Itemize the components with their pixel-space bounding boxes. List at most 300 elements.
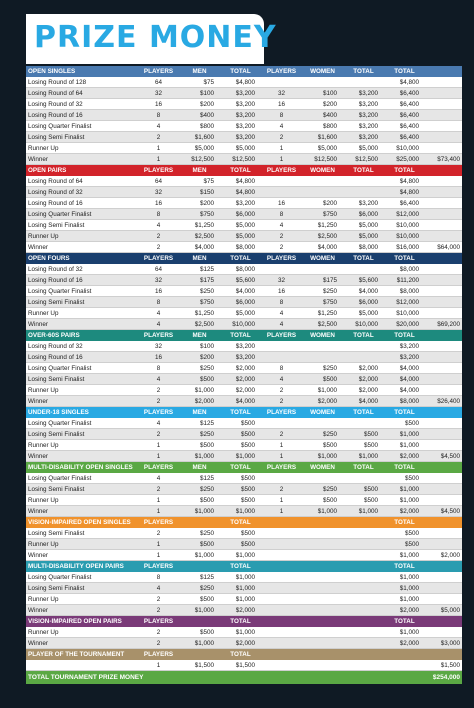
section-header [26, 253, 462, 264]
column-header: TOTAL [394, 563, 415, 570]
row-label: Losing Semi Finalist [28, 221, 85, 229]
table-cell: $8,000 [399, 287, 419, 295]
table-cell: 1 [279, 441, 284, 449]
table-cell: 4 [279, 309, 284, 317]
table-cell: $75 [203, 78, 214, 86]
table-cell: $3,000 [440, 639, 460, 647]
table-cell: $3,200 [235, 100, 255, 108]
table-cell: $1,250 [317, 309, 337, 317]
table-cell: $5,000 [235, 144, 255, 152]
table-cell: 2 [279, 386, 284, 394]
table-cell: $2,000 [358, 364, 378, 372]
table-cell: 32 [154, 188, 162, 196]
section-header [26, 66, 462, 77]
table-cell: $10,000 [396, 221, 419, 229]
table-cell: $125 [199, 474, 214, 482]
row-label: Losing Round of 32 [28, 342, 83, 350]
section-title: OVER-60S PAIRS [28, 332, 80, 339]
table-cell: $8,000 [235, 243, 255, 251]
table-cell: 4 [156, 221, 161, 229]
table-cell: 32 [154, 276, 162, 284]
table-cell: $1,000 [194, 452, 214, 460]
row-label: Winner [28, 320, 48, 328]
column-header: MEN [192, 255, 207, 262]
table-cell: 2 [279, 243, 284, 251]
table-cell: $1,000 [399, 551, 419, 559]
column-header: PLAYERS [143, 563, 174, 570]
table-cell: $4,800 [235, 188, 255, 196]
table-cell: $500 [363, 485, 378, 493]
column-header: PLAYERS [266, 255, 297, 262]
table-cell: $1,000 [235, 595, 255, 603]
table-cell: $4,000 [399, 375, 419, 383]
table-cell: 1 [156, 452, 161, 460]
table-cell: 1 [279, 155, 284, 163]
table-row [26, 451, 462, 462]
column-header: PLAYERS [143, 464, 174, 471]
table-cell: $5,000 [440, 606, 460, 614]
table-cell: $500 [240, 441, 255, 449]
table-cell: $26,400 [437, 397, 460, 405]
table-row [26, 539, 462, 550]
table-cell: 8 [156, 573, 161, 581]
table-cell: $100 [199, 89, 214, 97]
table-cell: $6,400 [399, 199, 419, 207]
column-header: PLAYERS [266, 464, 297, 471]
table-cell: 4 [156, 419, 161, 427]
table-cell: $1,000 [399, 496, 419, 504]
table-cell: $6,400 [399, 122, 419, 130]
column-header: TOTAL [394, 464, 415, 471]
section-5 [26, 462, 462, 517]
column-header: WOMEN [310, 332, 335, 339]
table-row [26, 110, 462, 121]
table-cell: $500 [322, 375, 337, 383]
table-cell: $3,200 [358, 122, 378, 130]
table-row [26, 385, 462, 396]
table-cell: $20,000 [396, 320, 419, 328]
table-cell: $250 [199, 430, 214, 438]
table-cell: 16 [154, 100, 162, 108]
section-4 [26, 407, 462, 462]
table-cell: 2 [279, 232, 284, 240]
table-cell: 4 [156, 474, 161, 482]
table-cell: $4,000 [399, 364, 419, 372]
table-cell: 16 [154, 199, 162, 207]
table-cell: $5,000 [235, 232, 255, 240]
section-header [26, 649, 462, 660]
section-header [26, 407, 462, 418]
table-cell: $10,000 [232, 320, 255, 328]
table-row [26, 176, 462, 187]
table-cell: $500 [240, 430, 255, 438]
row-label: Winner [28, 155, 48, 163]
table-cell: 4 [156, 375, 161, 383]
table-cell: $12,500 [355, 155, 378, 163]
table-cell: 16 [277, 287, 285, 295]
table-cell: $1,000 [317, 386, 337, 394]
table-cell: $3,200 [235, 342, 255, 350]
table-cell: $12,000 [396, 298, 419, 306]
table-cell: $6,400 [399, 100, 419, 108]
column-header: PLAYERS [266, 409, 297, 416]
table-cell: 4 [156, 309, 161, 317]
table-cell: $5,000 [358, 232, 378, 240]
section-9 [26, 649, 462, 671]
table-row [26, 143, 462, 154]
table-cell: $1,000 [317, 452, 337, 460]
table-cell: $12,000 [396, 210, 419, 218]
column-header: PLAYERS [266, 332, 297, 339]
table-cell: 32 [154, 342, 162, 350]
table-cell: $5,000 [317, 144, 337, 152]
prize-table [26, 66, 462, 684]
column-header: PLAYERS [143, 332, 174, 339]
table-cell: $3,200 [358, 89, 378, 97]
column-header: TOTAL [230, 563, 251, 570]
column-header: PLAYERS [143, 618, 174, 625]
table-cell: 1 [279, 496, 284, 504]
table-cell: $1,250 [317, 221, 337, 229]
column-header: TOTAL [230, 68, 251, 75]
table-cell: $200 [199, 100, 214, 108]
table-cell: 8 [279, 210, 284, 218]
section-header [26, 462, 462, 473]
table-cell: 2 [156, 628, 161, 636]
table-cell: $6,400 [399, 89, 419, 97]
table-cell: $500 [199, 595, 214, 603]
table-cell: 1 [156, 441, 161, 449]
row-label: Losing Round of 16 [28, 199, 83, 207]
row-label: Losing Quarter Finalist [28, 419, 92, 427]
section-title: OPEN SINGLES [28, 68, 76, 75]
section-3 [26, 330, 462, 407]
table-row [26, 220, 462, 231]
table-cell: $75 [203, 177, 214, 185]
table-cell: 1 [156, 144, 161, 152]
column-header: TOTAL [230, 464, 251, 471]
table-cell: 1 [156, 661, 161, 669]
column-header: TOTAL [353, 255, 374, 262]
table-cell: $500 [363, 441, 378, 449]
table-row [26, 319, 462, 330]
table-row [26, 550, 462, 561]
row-label: Losing Round of 32 [28, 265, 83, 273]
table-cell: $500 [240, 529, 255, 537]
table-cell: $4,500 [440, 507, 460, 515]
table-cell: $750 [322, 210, 337, 218]
table-cell: $1,000 [235, 628, 255, 636]
row-label: Losing Quarter Finalist [28, 364, 92, 372]
table-cell: $250 [322, 364, 337, 372]
column-header: TOTAL [353, 409, 374, 416]
table-cell: $750 [199, 298, 214, 306]
table-cell: $1,000 [194, 551, 214, 559]
table-cell: 2 [156, 529, 161, 537]
table-cell: $4,000 [358, 397, 378, 405]
column-header: PLAYERS [143, 409, 174, 416]
table-row [26, 660, 462, 671]
table-row [26, 132, 462, 143]
table-cell: $2,000 [235, 606, 255, 614]
row-label: Winner [28, 507, 48, 515]
section-title: MULTI-DISABILITY OPEN SINGLES [28, 464, 133, 471]
section-title: PLAYER OF THE TOURNAMENT [28, 651, 125, 658]
table-cell: $4,800 [399, 177, 419, 185]
table-cell: $250 [199, 584, 214, 592]
table-row [26, 286, 462, 297]
table-cell: $3,200 [235, 111, 255, 119]
table-cell: $2,500 [194, 320, 214, 328]
table-cell: $2,000 [399, 606, 419, 614]
table-cell: $2,000 [399, 507, 419, 515]
row-label: Losing Round of 16 [28, 111, 83, 119]
table-cell: $8,000 [399, 265, 419, 273]
table-cell: $500 [404, 540, 419, 548]
table-cell: $5,000 [358, 221, 378, 229]
table-cell: $1,000 [235, 573, 255, 581]
table-cell: $3,200 [235, 122, 255, 130]
section-7 [26, 561, 462, 616]
table-cell: $1,000 [235, 452, 255, 460]
table-row [26, 627, 462, 638]
table-cell: $1,000 [399, 430, 419, 438]
table-cell: $1,000 [317, 507, 337, 515]
section-header [26, 616, 462, 627]
table-cell: 2 [156, 133, 161, 141]
table-cell: $25,000 [396, 155, 419, 163]
table-cell: $750 [322, 298, 337, 306]
table-row [26, 242, 462, 253]
table-row [26, 363, 462, 374]
table-cell: $100 [322, 89, 337, 97]
section-title: OPEN FOURS [28, 255, 70, 262]
table-cell: $4,000 [399, 386, 419, 394]
table-cell: $2,000 [358, 375, 378, 383]
table-cell: 8 [156, 111, 161, 119]
column-header: PLAYERS [143, 255, 174, 262]
column-header: TOTAL [394, 519, 415, 526]
table-cell: 1 [156, 551, 161, 559]
table-cell: $73,400 [437, 155, 460, 163]
table-cell: $2,500 [194, 232, 214, 240]
table-cell: $5,600 [235, 276, 255, 284]
row-label: Winner [28, 551, 48, 559]
table-cell: $2,000 [235, 364, 255, 372]
table-cell: $3,200 [235, 133, 255, 141]
table-cell: $500 [240, 474, 255, 482]
row-label: Winner [28, 606, 48, 614]
table-cell: 2 [156, 639, 161, 647]
table-cell: $1,000 [399, 441, 419, 449]
column-header: TOTAL [353, 68, 374, 75]
table-cell: $3,200 [358, 100, 378, 108]
table-cell: $1,000 [399, 485, 419, 493]
column-header: WOMEN [310, 68, 335, 75]
table-cell: 64 [154, 177, 162, 185]
table-cell: $1,000 [235, 584, 255, 592]
row-label: Losing Semi Finalist [28, 133, 85, 141]
table-cell: $10,000 [396, 232, 419, 240]
table-cell: $12,500 [232, 155, 255, 163]
row-label: Runner Up [28, 496, 59, 504]
table-cell: $2,000 [440, 551, 460, 559]
column-header: TOTAL [353, 464, 374, 471]
table-cell: $10,000 [396, 144, 419, 152]
table-cell: $1,600 [317, 133, 337, 141]
table-cell: 2 [279, 485, 284, 493]
table-cell: $4,000 [194, 243, 214, 251]
table-row [26, 495, 462, 506]
table-row [26, 528, 462, 539]
table-cell: $3,200 [358, 199, 378, 207]
table-cell: $1,600 [194, 133, 214, 141]
table-cell: $500 [199, 540, 214, 548]
table-cell: $125 [199, 265, 214, 273]
table-cell: $12,500 [314, 155, 337, 163]
table-row [26, 209, 462, 220]
table-cell: $1,000 [194, 606, 214, 614]
row-label: Losing Semi Finalist [28, 375, 85, 383]
table-cell: $500 [199, 496, 214, 504]
table-cell: $750 [199, 210, 214, 218]
column-header: PLAYERS [143, 519, 174, 526]
table-cell: $500 [404, 474, 419, 482]
column-header: TOTAL [394, 255, 415, 262]
column-header: TOTAL [230, 651, 251, 658]
table-cell: $3,200 [235, 89, 255, 97]
column-header: MEN [192, 68, 207, 75]
table-cell: $5,000 [358, 144, 378, 152]
table-cell: $1,000 [235, 551, 255, 559]
table-cell: $2,000 [235, 639, 255, 647]
table-cell: 2 [156, 243, 161, 251]
row-label: Losing Semi Finalist [28, 529, 85, 537]
table-cell: $1,250 [194, 309, 214, 317]
table-cell: $500 [363, 430, 378, 438]
table-cell: $5,000 [235, 221, 255, 229]
table-cell: 8 [279, 364, 284, 372]
table-cell: $3,200 [399, 353, 419, 361]
table-cell: $500 [363, 496, 378, 504]
table-row [26, 594, 462, 605]
table-cell: $3,200 [235, 199, 255, 207]
column-header: PLAYERS [266, 68, 297, 75]
table-cell: $400 [322, 111, 337, 119]
table-cell: $250 [199, 287, 214, 295]
table-cell: $10,000 [396, 309, 419, 317]
table-row [26, 440, 462, 451]
table-cell: $5,000 [358, 309, 378, 317]
table-cell: $1,250 [194, 221, 214, 229]
table-cell: $125 [199, 573, 214, 581]
row-label: Winner [28, 397, 48, 405]
column-header: WOMEN [310, 255, 335, 262]
table-row [26, 374, 462, 385]
column-header: TOTAL [394, 618, 415, 625]
table-cell: 32 [277, 89, 285, 97]
column-header: PLAYERS [143, 651, 174, 658]
table-cell: $200 [199, 353, 214, 361]
section-header [26, 517, 462, 528]
table-cell: $4,800 [399, 78, 419, 86]
table-row [26, 583, 462, 594]
table-cell: $500 [199, 375, 214, 383]
table-cell: 4 [156, 122, 161, 130]
table-row [26, 297, 462, 308]
table-cell: $8,000 [235, 265, 255, 273]
table-cell: $2,000 [235, 375, 255, 383]
table-cell: $8,000 [399, 397, 419, 405]
table-row [26, 572, 462, 583]
table-cell: $6,000 [235, 210, 255, 218]
row-label: Losing Semi Finalist [28, 298, 85, 306]
table-cell: 2 [156, 606, 161, 614]
table-cell: $6,400 [399, 133, 419, 141]
table-cell: 2 [156, 386, 161, 394]
table-cell: 4 [156, 320, 161, 328]
table-row [26, 275, 462, 286]
grand-total-row [26, 671, 462, 684]
row-label: Losing Quarter Finalist [28, 474, 92, 482]
section-title: MULTI-DISABILITY OPEN PAIRS [28, 563, 124, 570]
row-label: Runner Up [28, 232, 59, 240]
table-cell: $5,000 [194, 144, 214, 152]
column-header: PLAYERS [266, 167, 297, 174]
table-cell: $1,000 [399, 573, 419, 581]
table-cell: $6,000 [358, 210, 378, 218]
table-cell: $4,000 [317, 243, 337, 251]
table-cell: $1,000 [358, 452, 378, 460]
table-cell: 4 [279, 122, 284, 130]
table-cell: $1,500 [235, 661, 255, 669]
row-label: Runner Up [28, 144, 59, 152]
column-header: TOTAL [394, 68, 415, 75]
table-row [26, 187, 462, 198]
column-header: TOTAL [394, 409, 415, 416]
table-row [26, 88, 462, 99]
row-label: Losing Round of 16 [28, 276, 83, 284]
table-cell: 16 [154, 287, 162, 295]
table-cell: $1,000 [399, 628, 419, 636]
table-cell: $500 [404, 419, 419, 427]
table-cell: $200 [322, 199, 337, 207]
page-title: PRIZE MONEY [34, 20, 277, 55]
table-cell: $1,000 [194, 507, 214, 515]
table-row [26, 396, 462, 407]
table-cell: $1,500 [440, 661, 460, 669]
table-cell: $4,000 [235, 287, 255, 295]
table-cell: $5,000 [235, 309, 255, 317]
column-header: TOTAL [394, 332, 415, 339]
table-cell: 1 [156, 155, 161, 163]
grand-total-label: TOTAL TOURNAMENT PRIZE MONEY [28, 674, 144, 681]
section-header [26, 330, 462, 341]
table-cell: $16,000 [396, 243, 419, 251]
table-row [26, 231, 462, 242]
row-label: Losing Quarter Finalist [28, 287, 92, 295]
column-header: TOTAL [230, 519, 251, 526]
row-label: Runner Up [28, 540, 59, 548]
table-cell: $6,000 [358, 298, 378, 306]
table-cell: $1,000 [194, 386, 214, 394]
table-cell: 8 [156, 364, 161, 372]
table-cell: $4,800 [235, 78, 255, 86]
table-row [26, 418, 462, 429]
column-header: MEN [192, 464, 207, 471]
table-cell: $175 [322, 276, 337, 284]
table-cell: 8 [279, 111, 284, 119]
